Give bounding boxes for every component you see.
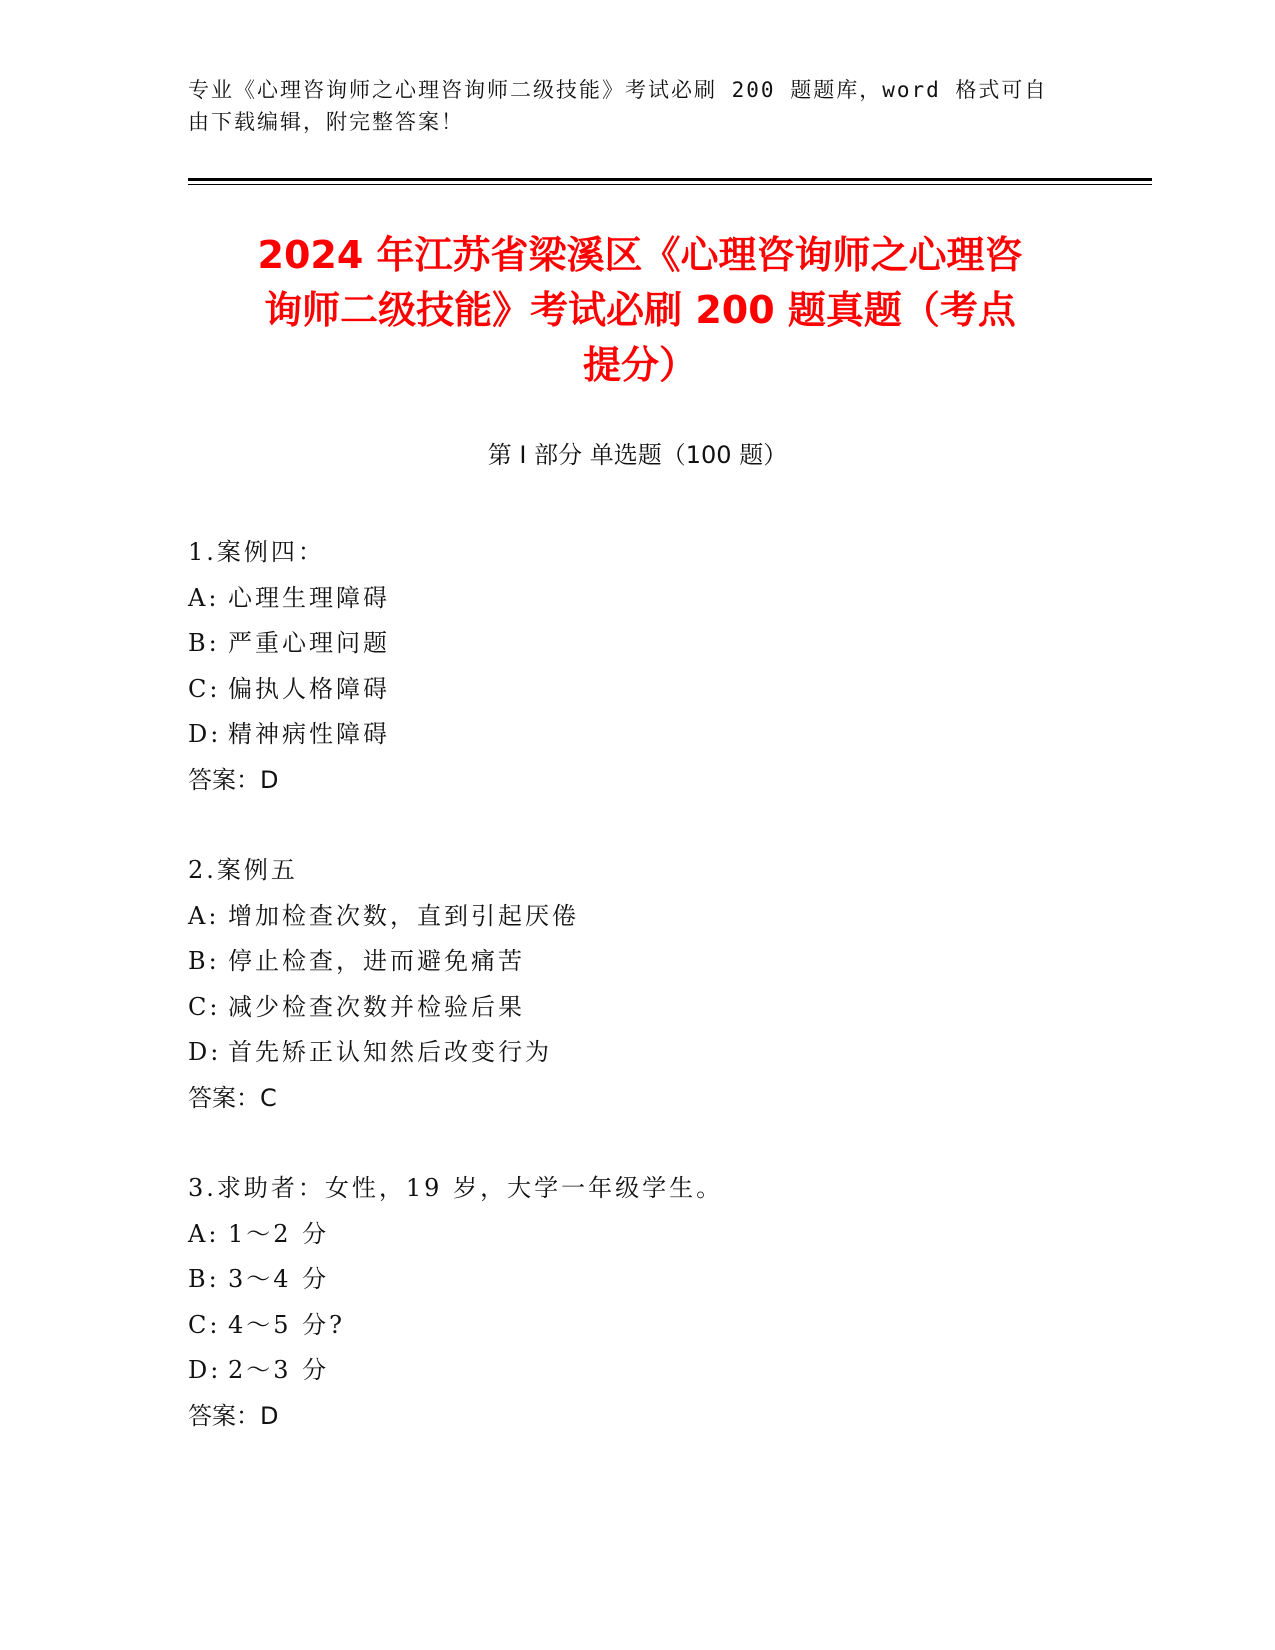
option-c (188, 985, 1088, 1031)
section-title: 第 I 部分 单选题（100 题） (487, 441, 788, 469)
document-title-line-1: 2024 年江苏省梁溪区《心理咨询师之心理咨 (257, 233, 1023, 277)
option-b (188, 621, 1088, 667)
option-a (188, 576, 1088, 622)
option-text: 首先矫正认知然后改变行为 (228, 1038, 552, 1066)
option-text: 2～3 分 (228, 1356, 330, 1384)
option-text: 3～4 分 (228, 1265, 330, 1293)
option-c (188, 1303, 1088, 1349)
option-a (188, 1212, 1088, 1258)
answer: 答案：D (188, 1401, 279, 1430)
option-key: B: (188, 947, 220, 975)
option-key: B: (188, 629, 220, 657)
option-key: A: (188, 901, 220, 930)
option-text: 精神病性障碍 (228, 720, 390, 748)
option-b (188, 1257, 1088, 1303)
option-key: D: (188, 1038, 222, 1066)
option-text: 偏执人格障碍 (228, 674, 390, 703)
option-d (188, 1348, 1088, 1394)
option-text: 严重心理问题 (228, 629, 390, 657)
header-note-line-2: 由下载编辑，附完整答案！ (188, 110, 464, 134)
option-d (188, 712, 1088, 758)
option-key: D: (188, 720, 222, 748)
option-text: 停止检查，进而避免痛苦 (228, 947, 525, 975)
option-text: 4～5 分? (228, 1310, 346, 1339)
document-title (180, 228, 1100, 393)
question-list (188, 530, 1088, 1484)
option-key: C: (188, 992, 221, 1021)
question-stem: 3.求助者：女性，19 岁，大学一年级学生。 (188, 1174, 724, 1202)
option-key: A: (188, 583, 220, 612)
option-key: D: (188, 1356, 222, 1384)
answer: 答案：C (188, 1083, 277, 1112)
option-key: A: (188, 1219, 220, 1248)
option-b (188, 939, 1088, 985)
header-note-line-1: 专业《心理咨询师之心理咨询师二级技能》考试必刷 200 题题库，word 格式可自 (188, 78, 1048, 102)
header-note (188, 74, 1088, 138)
question-2 (188, 848, 1088, 1121)
answer: 答案：D (188, 765, 279, 794)
question-3 (188, 1166, 1088, 1439)
option-a (188, 894, 1088, 940)
header-divider-thin (188, 184, 1152, 185)
document-title-line-2: 询师二级技能》考试必刷 200 题真题（考点 (264, 288, 1016, 332)
question-1 (188, 530, 1088, 803)
option-key: C: (188, 674, 221, 703)
question-stem: 2.案例五 (188, 856, 298, 884)
question-stem: 1.案例四： (188, 538, 325, 566)
option-d (188, 1030, 1088, 1076)
option-text: 增加检查次数，直到引起厌倦 (228, 901, 579, 930)
option-key: B: (188, 1265, 220, 1293)
option-text: 1～2 分 (228, 1219, 330, 1248)
option-text: 减少检查次数并检验后果 (228, 992, 525, 1021)
document-title-line-3: 提分） (582, 343, 697, 387)
option-text: 心理生理障碍 (228, 583, 390, 612)
option-c (188, 667, 1088, 713)
header-divider-thick (188, 178, 1152, 181)
option-key: C: (188, 1310, 221, 1339)
